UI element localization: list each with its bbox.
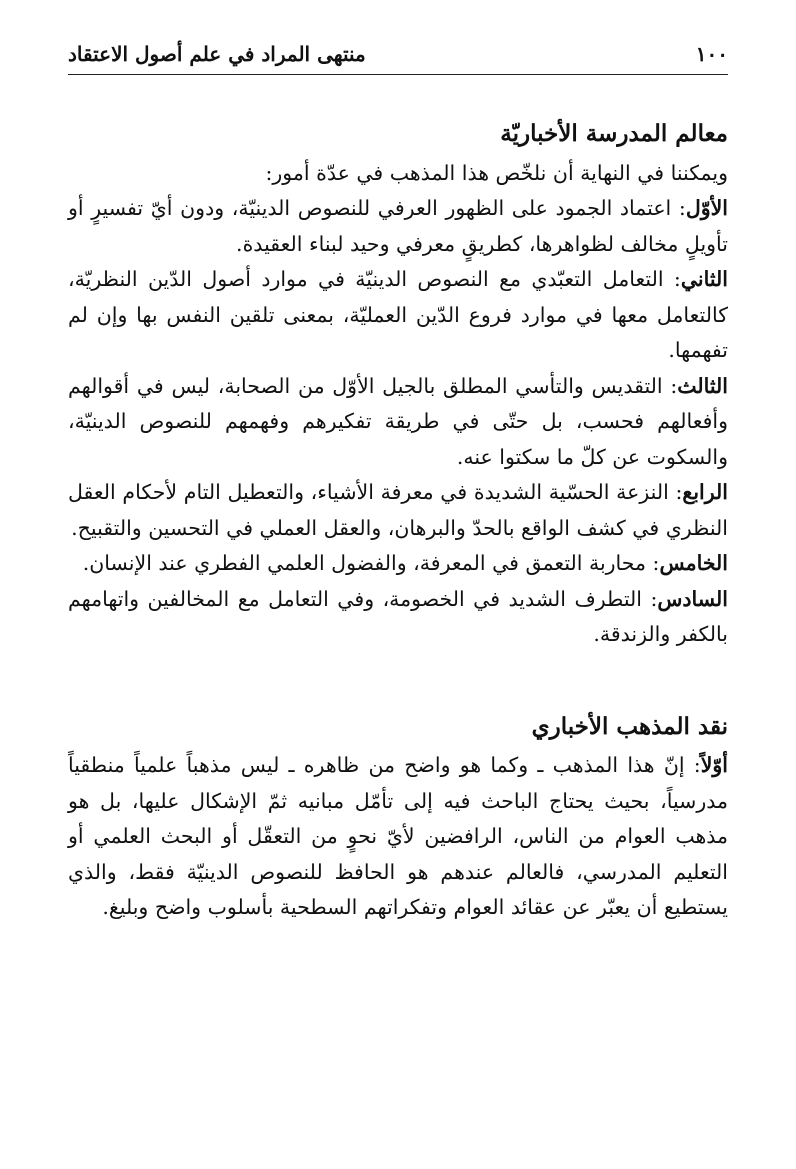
item-text: : التقديس والتأسي المطلق بالجيل الأوّل من الصحابة، ليس في أقوالهم وأفعالهم فحسب، بل حتّى في طريقة تفكيرهم وفهمهم للنصوص الدينيّة، والسكوت عن كلّ ما سكتوا عنه. — [68, 373, 728, 469]
list-item-third — [68, 369, 728, 476]
page-header — [68, 34, 728, 75]
item-lead: الأوّل — [685, 196, 728, 220]
section-heading-critique: نقد المذهب الأخباري — [531, 712, 728, 740]
item-text: : محاربة التعمق في المعرفة، والفضول العلمي الفطري عند الإنسان. — [82, 551, 660, 575]
intro-paragraph: ويمكننا في النهاية أن نلخّص هذا المذهب في عدّة أمور: — [265, 160, 728, 185]
item-text: : اعتماد الجمود على الظهور العرفي للنصوص الدينيّة، ودون أيّ تفسيرٍ أو تأويلٍ مخالف لظواهرها، كطريقٍ معرفي وحيد لبناء العقيدة. — [68, 196, 728, 256]
item-lead: أوّلاً — [700, 753, 728, 777]
page-number: ١٠٠ — [695, 42, 728, 66]
item-text: : التطرف الشديد في الخصومة، وفي التعامل مع المخالفين واتهامهم بالكفر والزندقة. — [68, 586, 728, 646]
page-body — [68, 106, 728, 926]
critique-item-first — [68, 748, 728, 926]
item-lead: الرابع — [682, 480, 728, 504]
list-item-first — [68, 191, 728, 262]
item-text: : إنّ هذا المذهب ـ وكما هو واضح من ظاهره ـ ليس مذهباً علمياً منطقياً مدرسياً، بحيث يحتاج الباحث فيه إلى تأمّل مبانيه ثمّ الإشكال عليها، بل هو مذهب العوام من الناس، الرافضين لأيّ نحوٍ من التعقّل أو البحث العلمي أو التعليم المدرسي، فالعالم عندهم هو الحافظ للنصوص الدينيّة فقط، والذي يستطيع أن يعبّر عن عقائد العوام وتفكراتهم السطحية بأسلوب واضح وبليغ. — [68, 753, 728, 919]
item-text: : التعامل التعبّدي مع النصوص الدينيّة في موارد أصول الدّين النظريّة، كالتعامل معها في موارد فروع الدّين العمليّة، بمعنى تلقين النفس بها وإن لم تفهمها. — [68, 267, 728, 362]
list-item-sixth — [68, 582, 728, 653]
section-heading-features: معالم المدرسة الأخباريّة — [500, 120, 728, 147]
item-lead: السادس — [657, 586, 728, 611]
item-lead: الثالث — [677, 373, 728, 398]
item-lead: الثاني — [680, 267, 728, 291]
item-lead: الخامس — [659, 551, 728, 575]
list-item-fifth — [68, 546, 728, 582]
list-item-second — [68, 262, 728, 369]
running-title: منتهى المراد في علم أصول الاعتقاد — [68, 42, 366, 66]
item-text: : النزعة الحسّية الشديدة في معرفة الأشياء، والتعطيل التام لأحكام العقل النظري في كشف الواقع بالحدّ والبرهان، والعقل العملي في التحسين والتقبيح. — [68, 480, 728, 540]
list-item-fourth — [68, 475, 728, 546]
